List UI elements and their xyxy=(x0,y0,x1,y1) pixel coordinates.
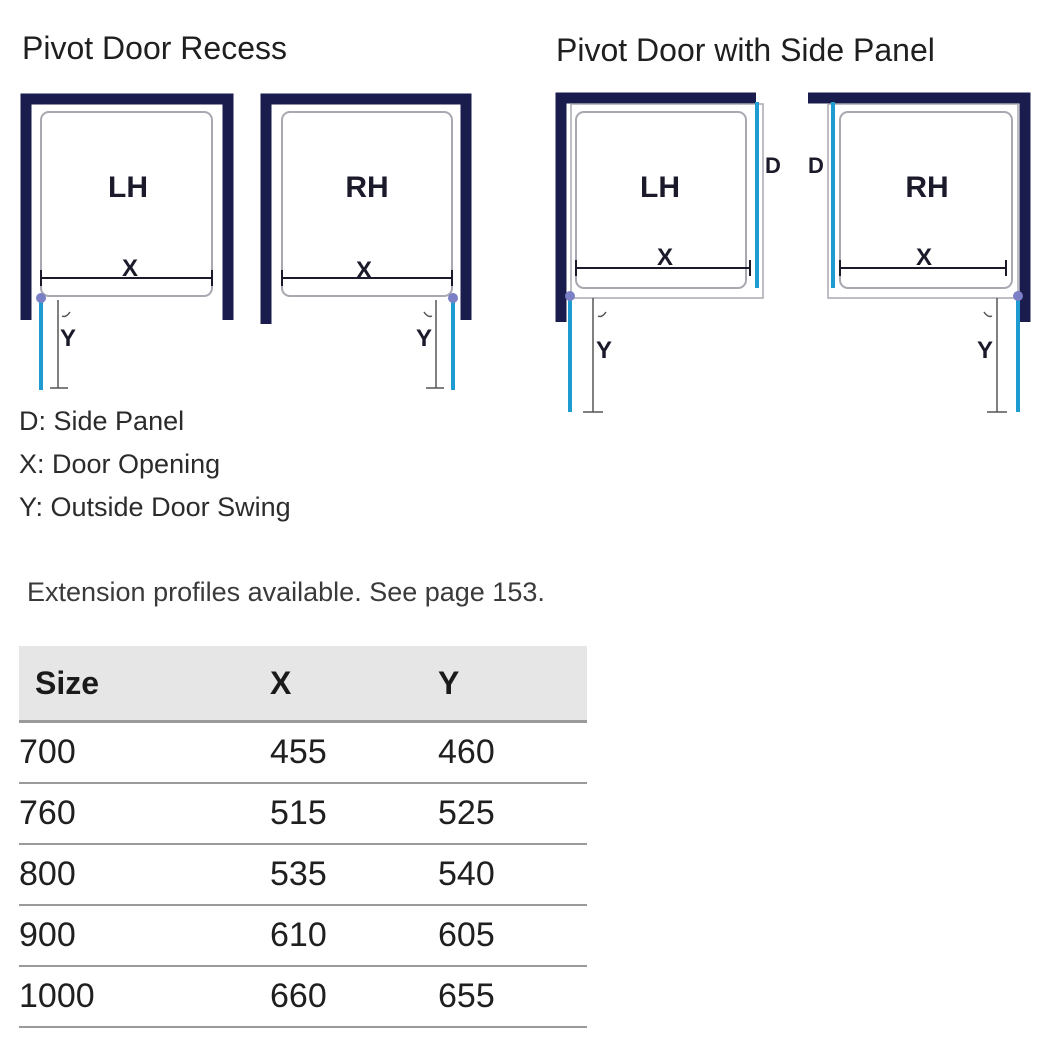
cell-y: 655 xyxy=(438,966,587,1027)
cell-y: 460 xyxy=(438,722,587,784)
header-size: Size xyxy=(19,646,270,722)
d-label: D xyxy=(808,153,824,178)
door-diagrams xyxy=(0,0,1058,440)
x-label: X xyxy=(915,244,933,271)
x-label: X xyxy=(121,255,139,282)
diagram-side-panel-rh xyxy=(808,98,1025,412)
header-x: X xyxy=(270,646,438,722)
table-row xyxy=(19,722,587,784)
cell-size: 700 xyxy=(19,722,270,784)
y-label: Y xyxy=(976,337,994,364)
table-row xyxy=(19,905,587,966)
cell-size: 1000 xyxy=(19,966,270,1027)
cell-x: 660 xyxy=(270,966,438,1027)
y-label: Y xyxy=(415,325,433,352)
y-label: Y xyxy=(595,337,613,364)
hinge-icon xyxy=(448,293,458,303)
x-label: X xyxy=(355,257,373,284)
table-row xyxy=(19,844,587,905)
y-label: Y xyxy=(59,325,77,352)
rh-label: RH xyxy=(905,171,949,204)
table-header-row xyxy=(19,646,587,722)
table-row xyxy=(19,783,587,844)
diagram-side-panel-lh xyxy=(561,98,781,412)
cell-x: 535 xyxy=(270,844,438,905)
hinge-icon xyxy=(36,293,46,303)
extension-profiles-note: Extension profiles available. See page 153. xyxy=(27,577,545,607)
size-table xyxy=(19,646,587,1028)
x-label: X xyxy=(656,244,674,271)
legend-y: Y: Outside Door Swing xyxy=(19,492,291,522)
cell-y: 525 xyxy=(438,783,587,844)
pivot-door-side-panel-title: Pivot Door with Side Panel xyxy=(556,32,935,68)
rh-label: RH xyxy=(345,171,389,204)
cell-y: 540 xyxy=(438,844,587,905)
pivot-door-recess-title: Pivot Door Recess xyxy=(22,30,287,66)
wall-outline xyxy=(266,99,466,324)
diagram-recess-lh xyxy=(26,99,228,390)
legend-x: X: Door Opening xyxy=(19,449,221,479)
hinge-icon xyxy=(1013,291,1023,301)
cell-x: 455 xyxy=(270,722,438,784)
header-y: Y xyxy=(438,646,587,722)
diagram-recess-rh xyxy=(266,99,466,390)
legend-d: D: Side Panel xyxy=(19,406,185,436)
cell-x: 610 xyxy=(270,905,438,966)
hinge-icon xyxy=(565,291,575,301)
lh-label: LH xyxy=(108,171,148,204)
cell-size: 900 xyxy=(19,905,270,966)
lh-label: LH xyxy=(640,171,680,204)
d-label: D xyxy=(765,153,781,178)
cell-size: 800 xyxy=(19,844,270,905)
cell-size: 760 xyxy=(19,783,270,844)
cell-x: 515 xyxy=(270,783,438,844)
wall-outline xyxy=(26,99,228,320)
cell-y: 605 xyxy=(438,905,587,966)
table-row xyxy=(19,966,587,1027)
